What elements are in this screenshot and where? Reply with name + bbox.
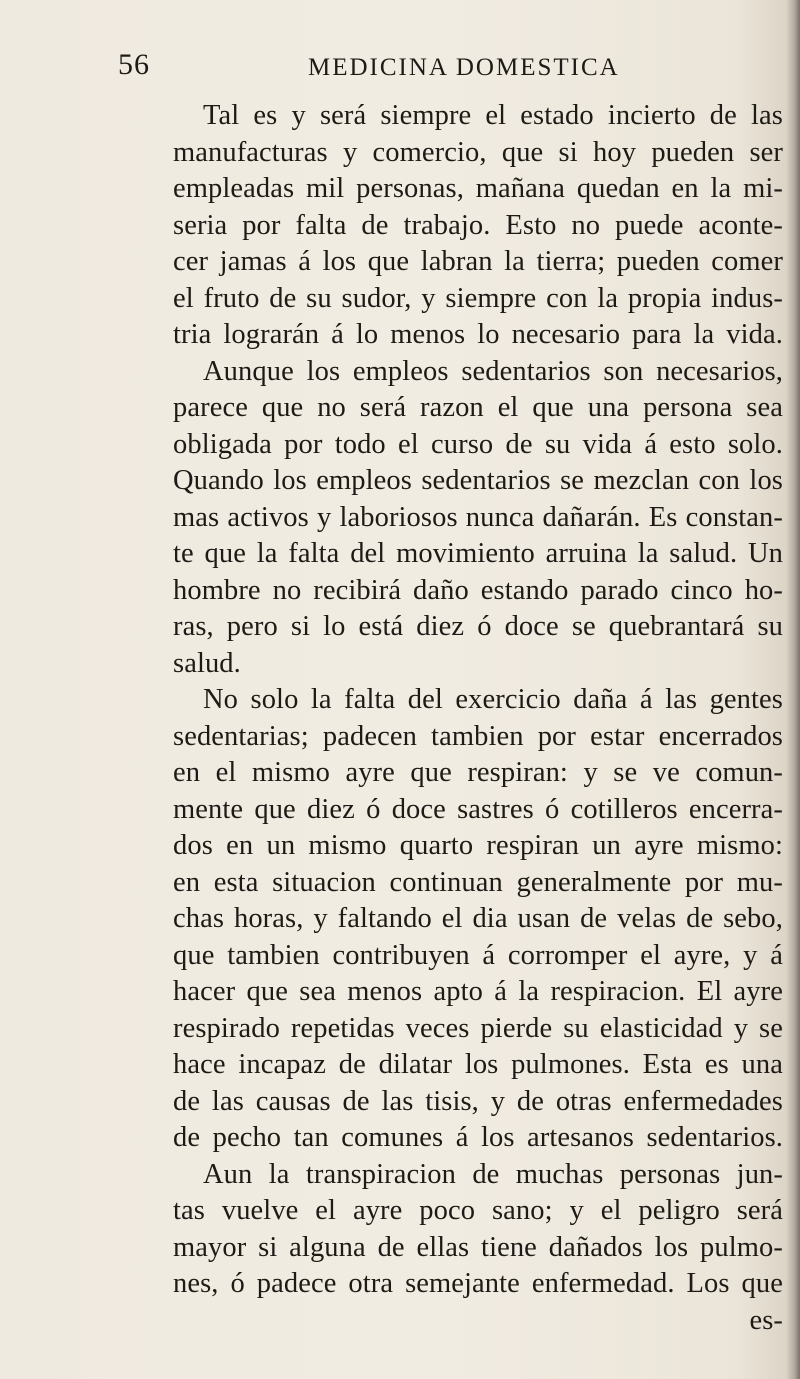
text-line: tas vuelve el ayre poco sano; y el peligro será — [173, 1195, 783, 1226]
text-line: empleadas mil personas, mañana quedan en la mi- — [173, 173, 783, 204]
text-line: mayor si alguna de ellas tiene dañados los pulmo- — [173, 1231, 783, 1263]
text-line: ras, pero si lo está diez ó doce se quebrantará su — [173, 611, 783, 642]
text-line: nes, ó padece otra semejante enfermedad. Los que — [173, 1268, 783, 1299]
text-line: respirado repetidas veces pierde su elasticidad y se — [173, 1012, 783, 1044]
text-line: hace incapaz de dilatar los pulmones. Esta es una — [173, 1049, 783, 1080]
body-text — [173, 98, 783, 1339]
page-edge-shadow — [786, 0, 800, 1379]
text-line: cer jamas á los que labran la tierra; pueden comer — [173, 246, 783, 277]
running-title: MEDICINA DOMESTICA — [308, 54, 620, 81]
text-line: No solo la falta del exercicio daña á las gentes — [203, 684, 783, 715]
text-line: Tal es y será siempre el estado incierto de las — [203, 100, 783, 131]
text-line: Aun la transpiracion de muchas personas jun- — [203, 1158, 783, 1190]
text-line: salud. — [173, 647, 241, 679]
text-line: de las causas de las tisis, y de otras enfermedades — [173, 1085, 783, 1117]
text-line: chas horas, y faltando el dia usan de velas de sebo, — [173, 903, 783, 934]
text-line: hombre no recibirá daño estando parado cinco ho- — [173, 574, 783, 606]
text-line: obligada por todo el curso de su vida á esto solo. — [173, 428, 783, 460]
text-line: Aunque los empleos sedentarios son necesarios, — [203, 355, 783, 387]
text-line: en esta situacion continuan generalmente por mu- — [173, 866, 783, 898]
text-line: manufacturas y comercio, que si hoy pueden ser — [173, 136, 783, 168]
page-header — [118, 48, 758, 88]
text-line: hacer que sea menos apto á la respiracion. El ayre — [173, 976, 783, 1007]
text-line: Quando los empleos sedentarios se mezclan con los — [173, 465, 783, 496]
text-line: sedentarias; padecen tambien por estar encerrados — [173, 720, 783, 752]
text-line: te que la falta del movimiento arruina la salud. Un — [173, 538, 783, 569]
catchword: es- — [749, 1304, 783, 1336]
page-number: 56 — [118, 48, 150, 81]
text-line: seria por falta de trabajo. Esto no puede aconte- — [173, 209, 783, 241]
text-line: de pecho tan comunes á los artesanos sedentarios. — [173, 1122, 783, 1153]
text-line: mas activos y laboriosos nunca dañarán. Es constan- — [173, 501, 783, 533]
text-line: dos en un mismo quarto respiran un ayre mismo: — [173, 830, 783, 861]
text-line: en el mismo ayre que respiran: y se ve comun- — [173, 757, 783, 788]
text-line: que tambien contribuyen á corromper el ayre, y á — [173, 939, 783, 971]
text-line: el fruto de su sudor, y siempre con la propia indus- — [173, 282, 783, 314]
text-line: tria lograrán á lo menos lo necesario para la vida. — [173, 319, 783, 350]
text-line: parece que no será razon el que una persona sea — [173, 392, 783, 423]
text-line: mente que diez ó doce sastres ó cotilleros encerra- — [173, 793, 783, 825]
